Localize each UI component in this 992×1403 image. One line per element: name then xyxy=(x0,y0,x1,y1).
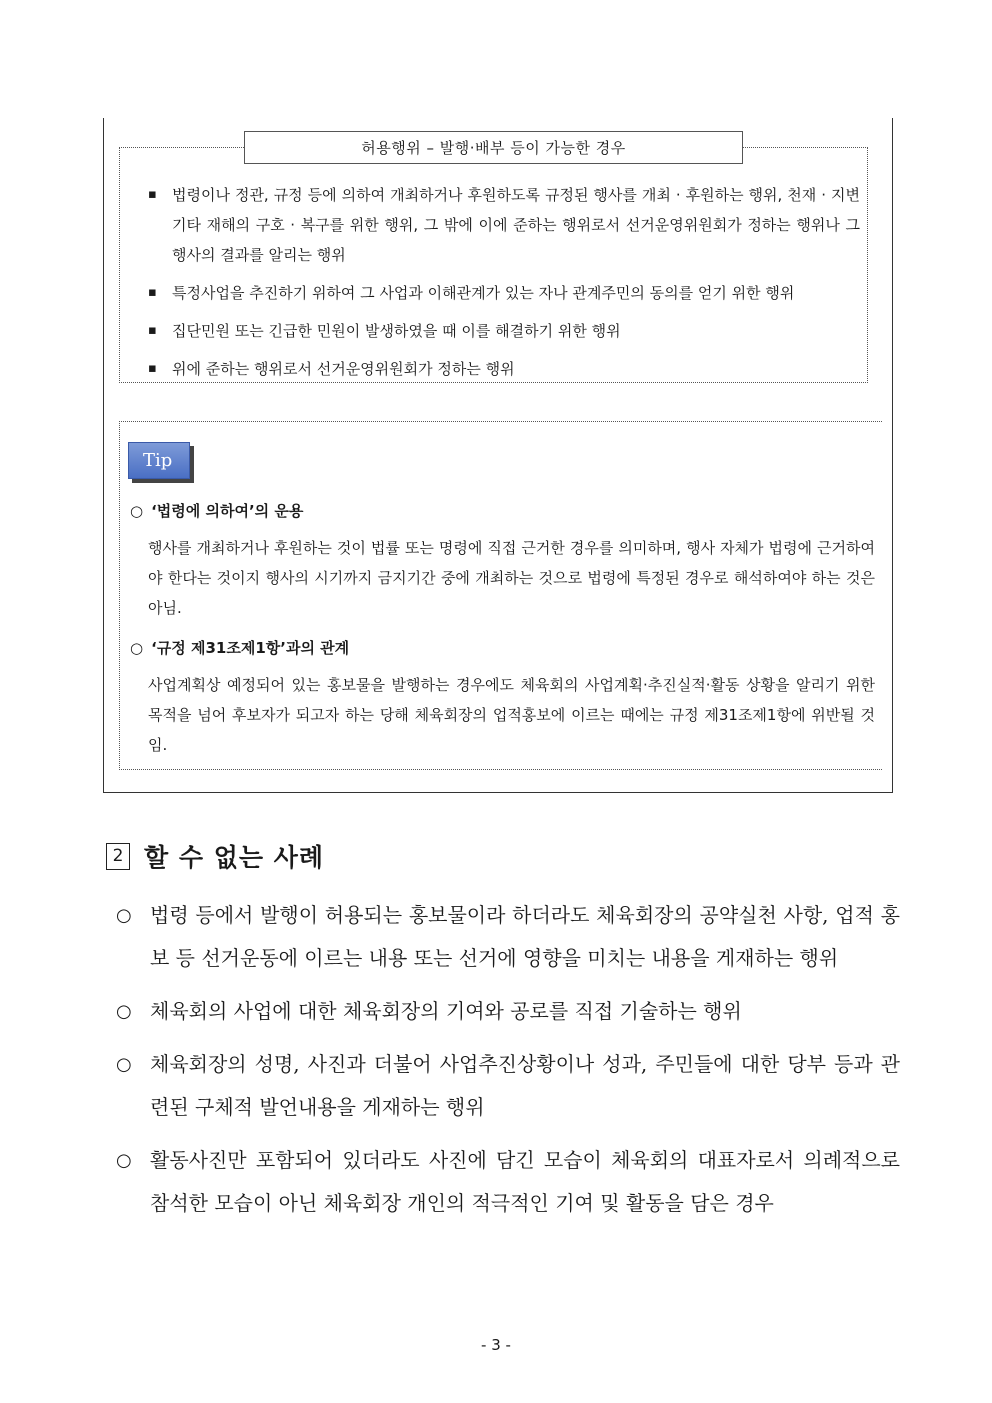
tip-body: 사업계획상 예정되어 있는 홍보물을 발행하는 경우에도 체육회의 사업계획·추진실적·활동 상황을 알리기 위한 목적을 넘어 후보자가 되고자 하는 당해 체육회장의 업적홍보에 이르는 때에는 규정 제31조제1항에 위반될 것임. xyxy=(148,676,875,754)
circle-bullet-icon: ○ xyxy=(116,1150,132,1171)
circle-bullet-icon: ○ xyxy=(116,1054,132,1075)
tip-heading-row xyxy=(130,636,875,660)
tip-section xyxy=(130,636,875,760)
case-text: 체육회의 사업에 대한 체육회장의 기여와 공로를 직접 기술하는 행위 xyxy=(150,999,742,1023)
section-heading xyxy=(106,838,324,874)
case-text: 법령 등에서 발행이 허용되는 홍보물이라 하더라도 체육회장의 공약실천 사항, 업적 홍보 등 선거운동에 이르는 내용 또는 선거에 영향을 미치는 내용을 게재하는 행위 xyxy=(150,903,900,970)
list-item xyxy=(116,1139,900,1225)
list-item xyxy=(148,180,860,270)
circle-bullet-icon: ○ xyxy=(116,905,132,926)
section-title: 할 수 없는 사례 xyxy=(144,843,325,872)
tip-heading: ‘규정 제31조제1항’과의 관계 xyxy=(151,639,350,657)
allowed-item-text: 집단민원 또는 긴급한 민원이 발생하였을 때 이를 해결하기 위한 행위 xyxy=(172,322,621,340)
tip-body: 행사를 개최하거나 후원하는 것이 법률 또는 명령에 직접 근거한 경우를 의미하며, 행사 자체가 법령에 근거하여야 한다는 것이지 행사의 시기까지 금지기간 중에 개최하는 것으로 법령에 특정된 경우로 해석하여야 하는 것은 아님. xyxy=(148,539,875,617)
allowed-acts-list xyxy=(148,180,860,392)
page-number: - 3 - xyxy=(481,1336,511,1354)
tip-badge: Tip xyxy=(128,442,190,479)
square-bullet-icon: ▪ xyxy=(148,187,157,202)
list-item xyxy=(116,990,900,1033)
circle-bullet-icon: ○ xyxy=(130,639,144,657)
tip-heading-row xyxy=(130,499,875,523)
tip-section xyxy=(130,499,875,623)
allowed-item-text: 위에 준하는 행위로서 선거운영위원회가 정하는 행위 xyxy=(172,360,515,378)
list-item xyxy=(148,354,860,384)
square-bullet-icon: ▪ xyxy=(148,361,157,376)
square-bullet-icon: ▪ xyxy=(148,323,157,338)
list-item xyxy=(116,894,900,980)
prohibited-cases-list xyxy=(116,894,900,1235)
allowed-item-text: 특정사업을 추진하기 위하여 그 사업과 이해관계가 있는 자나 관계주민의 동의를 얻기 위한 행위 xyxy=(172,284,795,302)
list-item xyxy=(148,278,860,308)
case-text: 활동사진만 포함되어 있더라도 사진에 담긴 모습이 체육회의 대표자로서 의례적으로 참석한 모습이 아닌 체육회장 개인의 적극적인 기여 및 활동을 담은 경우 xyxy=(150,1148,900,1215)
allowed-acts-title: 허용행위 – 발행·배부 등이 가능한 경우 xyxy=(244,131,743,164)
case-text: 체육회장의 성명, 사진과 더불어 사업추진상황이나 성과, 주민들에 대한 당부 등과 관련된 구체적 발언내용을 게재하는 행위 xyxy=(150,1052,900,1119)
section-number: 2 xyxy=(106,843,130,870)
list-item xyxy=(116,1043,900,1129)
circle-bullet-icon: ○ xyxy=(130,502,144,520)
circle-bullet-icon: ○ xyxy=(116,1001,132,1022)
square-bullet-icon: ▪ xyxy=(148,285,157,300)
list-item xyxy=(148,316,860,346)
tip-heading: ‘법령에 의하여’의 운용 xyxy=(151,502,304,520)
allowed-item-text: 법령이나 정관, 규정 등에 의하여 개최하거나 후원하도록 규정된 행사를 개최 · 후원하는 행위, 천재 · 지변 기타 재해의 구호 · 복구를 위한 행위, 그 밖에 이에 준하는 행위로서 선거운영위원회가 정하는 행위나 그 행사의 결과를 알리는 행위 xyxy=(172,186,860,264)
